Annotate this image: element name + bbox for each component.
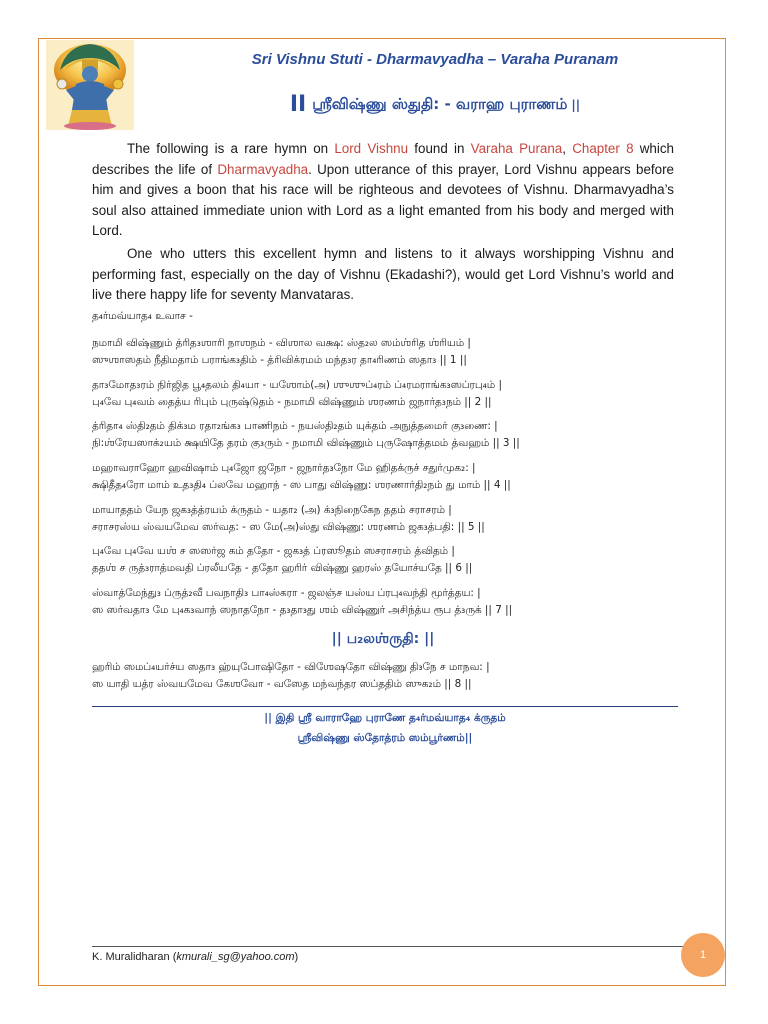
highlighted-term: Lord Vishnu (334, 141, 409, 156)
highlighted-term: Chapter 8 (572, 141, 634, 156)
title-bars: II (289, 92, 307, 117)
footer-author (92, 951, 298, 963)
verse-line: பு₄வே பு₄வம் தைத்ய ரிபும் புருஷ்டுதம் - நமாமி விஷ்ணும் ஶரணம் ஜநார்த₃நம் || 2 || (92, 395, 492, 408)
stanza (92, 543, 692, 576)
closing-line-2: ஸ்ரீவிஷ்ணு ஸ்தோத்ரம் ஸம்பூர்ணம்|| (297, 732, 473, 744)
verse-line: தா₃மோத₃ரம் நிர்ஜித பூ₄தலம் தி₄யா - யஶோம்(அ) ஶுஶுப்₄ரம் ப்₄ரமராங்க₃ஸப்ரபு₄ம் | (92, 379, 502, 391)
page-title-english: Sri Vishnu Stuti - Dharmavyadha – Varaha Puranam (251, 51, 619, 68)
stanza (92, 502, 692, 535)
intro-text: , (562, 141, 573, 156)
divider (92, 706, 678, 707)
intro-p2: One who utters this excellent hymn and listens to it always worshipping Vishnu and performing fast, especially on the day of Vishnu (Ekadashi?), would get Lord Vishnu’s world and live there happy life for seventy Manvataras. (92, 246, 674, 303)
intro-text: found in (408, 141, 471, 156)
stanza (92, 335, 692, 368)
verse-line: நி:ஶ்ரேயஸாக்₂யம் க்ஷயிதே தரம் கு₃ரும் - நமாமி விஷ்ணும் புருஷோத்தமம் த்வஹம் || 3 || (92, 436, 520, 449)
author-email: kmurali_sg@yahoo.com (176, 951, 295, 963)
verse-line: ஸுஶாஸதம் நீதிமதாம் பராங்க₃திம் - த்ரிவிக்ரமம் மந்த₃ர தா₄ரிணம் ஸதா₃ || 1 || (92, 353, 467, 366)
phalashruti-verse (92, 659, 692, 692)
intro-paragraph-1 (92, 139, 674, 242)
page-title-tamil (150, 92, 720, 117)
title-tamil-text: ஸ்ரீவிஷ்ணு ஸ்துதி: - வராஹ புராணம் (312, 95, 568, 113)
intro-text: . Upon utterance of this prayer, Lord Vishnu appears before him and gives a boon that his race will be righteous and devotees of Vishnu. Dharmavyadha’s soul also attained immediate union with Lord as a light emanted from his body and merged with Lord. (92, 161, 674, 239)
closing-line-1: || இதி ஶ்ரீ வாராஹே புராணே த₄ர்மவ்யாத₄ க்ருதம் (264, 712, 506, 724)
stanza (92, 418, 692, 451)
phalashruti-heading: || ப₂லஶ்ருதி: || (331, 631, 435, 647)
verse-line: சராசரஸ்ய ஸ்வயமேவ ஸர்வத: - ஸ மே(அ)ஸ்து விஷ்ணு: ஶரணம் ஜக₃த்பதி: || 5 || (92, 520, 485, 533)
verse-line: ஸ்வாத்மேந்து₃ ப்ருத்₂வீ பவநாதி₃ பா₄ஸ்கரா - ஜலஞ்ச யஸ்ய ப்ரபு₄வந்தி மூர்த்தய: | (92, 587, 481, 599)
intro-paragraph-2 (92, 244, 674, 306)
verse-line: பு₄வே பு₄வே யஶ் ச ஸஸர்ஜ கம் ததோ - ஜக₃த் ப்ரஸூதம் ஸசராசரம் த்விதம் | (92, 545, 455, 557)
author-name: K. Muralidharan ( (92, 951, 177, 963)
verse-line: த்ரிதா₄ ஸ்தி₂தம் திக்₃ம ரதா₂ங்க₃ பாணிநம் - நயஸ்தி₂தம் யுக்தம் அநுத்தமைர் கு₃ணை: | (92, 420, 498, 432)
verse-line: ததஶ் ச ருத்₃ராத்மவதி ப்ரலீயதே - ததோ ஹரிர் விஷ்ணு ஹரஸ் தயோச்யதே || 6 || (92, 561, 473, 574)
verse-intro: த₄ர்மவ்யாத₄ உவாச - (92, 310, 193, 322)
verse-line: மாயாததம் யேந ஜக₃த்த்ரயம் க்ருதம் - யதா₂ (அ) க்₃நிநைகேந ததம் சராசரம் | (92, 504, 452, 516)
verse-line: க்ஷிதீத₄ரோ மாம் உத₃தி₄ ப்லவே மஹாந் - ஸ பாது விஷ்ணு: ஶரணார்தி₂நம் து மாம் || 4 || (92, 478, 511, 491)
stanza (92, 377, 692, 410)
vishnu-image (46, 40, 134, 130)
stanza (92, 460, 692, 493)
verse-line: ஹரிம் ஸமப்₄யர்ச்ய ஸதா₃ ஹ்யுபோஷிதோ - விஶேஷதோ விஷ்ணு தி₃நே ச மாநவ: | (92, 661, 490, 673)
author-close: ) (294, 951, 299, 963)
highlighted-term: Dharmavyadha (217, 161, 309, 177)
page-number-badge: 1 (681, 933, 725, 977)
intro-text: The following is a rare hymn on (127, 141, 335, 156)
footer-divider (92, 946, 702, 947)
verse-line: ஸ யாதி யத்ர ஸ்வயமேவ கேஶவோ - வஸேத மந்வந்தர ஸப்ததிம் ஸுக₂ம் || 8 || (92, 677, 472, 690)
verse-line: நமாமி விஷ்ணும் த்ரித₃ஶாரி நாஶநம் - விஶால வக்ஷ: ஸ்த₂ல ஸம்ஶ்ரித ஶ்ரியம் | (92, 337, 471, 349)
highlighted-term: Varaha Purana (470, 141, 563, 156)
verse-line: மஹாவராஹோ ஹவிஷாம் பு₄ஜோ ஜநோ - ஜநார்த₃நோ மே ஹிதக்ருச் சதுர்முக₂: | (92, 462, 476, 474)
intro-p1 (92, 139, 674, 242)
verse-line: ஸ ஸர்வதா₃ மே பு₄க₃வாந் ஸநாதநோ - த₃தா₃து ஶம் விஷ்ணுர் அசிந்த்ய ரூப த்₃ருக் || 7 || (92, 603, 513, 616)
intro-text: which describes the life of (92, 141, 674, 177)
stanza (92, 585, 692, 618)
title-tail-bars: || (571, 98, 581, 112)
